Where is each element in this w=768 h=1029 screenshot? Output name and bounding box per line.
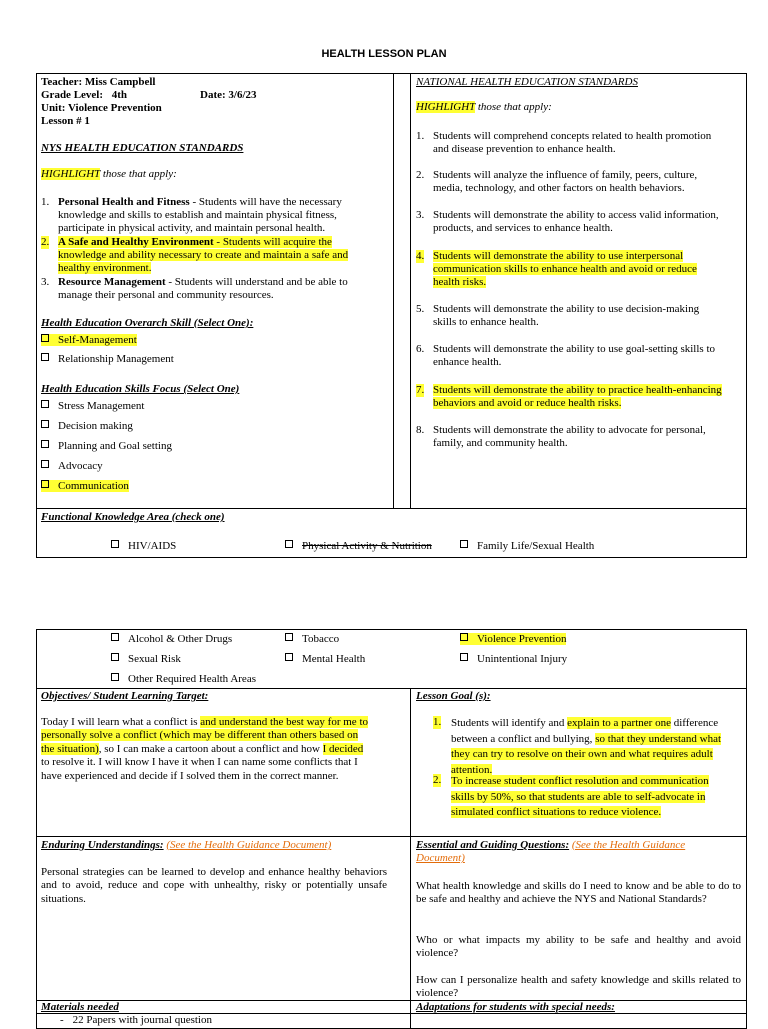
checkbox-icon[interactable] [41,440,49,448]
lesson-label: Lesson # [41,115,82,127]
nys-item-2-line-2: knowledge and ability necessary to create and maintain a safe and [58,249,349,261]
checkbox-icon[interactable] [111,633,119,641]
lesson-divider [410,688,411,1028]
nys-item-1-line-1: - Students will have the necessary [189,196,342,208]
functional-heading: Functional Knowledge Area (check one) [41,511,225,523]
national-item-4-num: 4. [416,250,425,262]
nys-highlight-rest: those that apply: [100,168,177,180]
unit-label: Unit: [41,102,66,114]
skills-option-decision-making[interactable] [41,420,133,433]
materials-item-label: 22 Papers with journal question [72,1014,212,1026]
nys-highlight-note [41,168,177,181]
nys-item-2 [58,236,348,275]
national-item-2 [433,169,697,195]
essential-heading [416,839,685,865]
teacher-label: Teacher: [41,76,83,88]
materials-item-1 [60,1014,212,1027]
grade-line [41,89,127,102]
nys-heading: NYS HEALTH EDUCATION STANDARDS [41,142,244,154]
area-option-sexual-risk[interactable] [111,653,181,666]
skills-option-advocacy[interactable] [41,460,103,473]
objectives-line-3c: I decided [322,742,364,755]
national-highlight-note [416,101,552,114]
national-item-4 [433,250,697,289]
grade-value: 4th [111,89,128,101]
goal-2-num: 2. [433,774,442,786]
national-item-6 [433,343,715,369]
checkbox-icon[interactable] [460,633,468,641]
national-item-1-line-2: and disease prevention to enhance health. [433,143,616,155]
goal-2-line-2: skills by 50%, so that students are able to self-advocate in [451,790,706,803]
national-item-8 [433,424,706,450]
functional-option-label: Physical Activity & Nutrition [302,540,432,552]
national-item-8-line-1: Students will demonstrate the ability to advocate for personal, [433,424,706,436]
nys-item-2-title: A Safe and Healthy Environment [58,236,214,248]
lesson-value: 1 [84,115,90,127]
skills-focus-heading: Health Education Skills Focus (Select One) [41,383,240,395]
overarch-option-self-management[interactable] [41,334,137,347]
skills-option-label: Decision making [58,420,133,432]
nys-highlight-word: HIGHLIGHT [41,168,101,180]
overarch-option-label: Self-Management [58,334,137,346]
essential-question-1: What health knowledge and skills do I need to know and be able to do to be safe and healthy and achieve the NYS and National Standards? [416,880,741,906]
national-item-6-line-1: Students will demonstrate the ability to use goal-setting skills to [433,343,715,355]
checkbox-icon[interactable] [111,673,119,681]
enduring-ref-link[interactable]: (See the Health Guidance Document) [166,839,332,851]
checkbox-icon[interactable] [285,653,293,661]
essential-question-3: How can I personalize health and safety knowledge and skills related to violence? [416,974,741,1000]
area-option-label: Tobacco [302,633,340,645]
checkbox-icon[interactable] [111,540,119,548]
national-item-8-num: 8. [416,424,425,436]
essential-title: Essential and Guiding Questions: [416,839,570,851]
skills-option-label: Advocacy [58,460,103,472]
teacher-line [41,76,155,89]
nys-item-3-line-2: manage their personal and community resources. [58,289,274,301]
area-option-unintentional-injury[interactable] [460,653,567,666]
unit-line [41,102,162,115]
functional-option-physical-activity[interactable] [285,540,432,553]
objectives-line-3a: the situation) [41,742,99,755]
date-line [200,89,257,102]
skills-option-label: Stress Management [58,400,145,412]
skills-option-label: Planning and Goal setting [58,440,172,452]
objectives-line-4: to resolve it. I will know I have it when I can name some conflicts that I [41,756,358,769]
objectives-line-5: have experienced and decide if I solved them in the correct manner. [41,769,339,782]
page-title: HEALTH LESSON PLAN [321,48,447,60]
nys-item-1-line-3: participate in physical activity, and maintain personal health. [58,222,326,234]
overarch-heading: Health Education Overarch Skill (Select One): [41,317,254,329]
checkbox-icon[interactable] [41,460,49,468]
national-item-6-line-2: enhance health. [433,356,502,368]
standards-divider [393,73,394,508]
functional-option-hiv[interactable] [111,540,176,553]
goal-1-line-3: they can try to resolve on their own and what requires adult [451,748,713,760]
national-item-7-line-1: Students will demonstrate the ability to practice health-enhancing [433,384,722,396]
area-option-label: Mental Health [302,653,366,665]
objectives-text [41,716,368,783]
goal-1-line-1a: Students will identify and [451,717,568,729]
area-option-alcohol[interactable] [111,633,232,646]
checkbox-icon[interactable] [460,540,468,548]
national-item-3-line-2: products, and services to enhance health. [433,222,613,234]
objectives-line-1a: Today I will learn what a conflict is [41,716,201,728]
lesson-table [36,629,747,1029]
area-option-label: Other Required Health Areas [128,673,256,685]
essential-ref-link-1[interactable]: (See the Health Guidance [571,839,686,851]
row-divider-1 [36,836,747,837]
goal-1-line-4: attention. [451,763,493,776]
nys-item-1 [58,196,342,235]
overarch-option-label: Relationship Management [58,353,174,365]
national-item-2-num: 2. [416,169,425,181]
national-highlight-rest: those that apply: [475,101,552,113]
objectives-line-1b: and understand the best way for me to [200,716,368,728]
standards-divider-2 [410,73,411,508]
adaptations-heading: Adaptations for students with special needs: [416,1001,615,1013]
areas-divider [36,688,747,689]
functional-divider [36,508,747,509]
goal-1-line-2a: between a conflict and bullying, [451,732,596,745]
national-item-2-line-1: Students will analyze the influence of family, peers, culture, [433,169,698,181]
national-item-3-line-1: Students will demonstrate the ability to access valid information, [433,209,719,221]
functional-option-label: Family Life/Sexual Health [477,540,595,552]
national-item-4-line-3: health risks. [433,276,487,288]
nys-item-2-line-1: - Students will acquire the [213,236,332,248]
checkbox-icon[interactable] [41,353,49,361]
skills-option-communication[interactable] [41,480,129,493]
checkbox-icon[interactable] [285,633,293,641]
objectives-heading: Objectives/ Student Learning Target: [41,690,209,702]
checkbox-icon[interactable] [285,540,293,548]
national-item-5-line-1: Students will demonstrate the ability to use decision-making [433,303,700,315]
nys-item-1-num: 1. [41,196,50,208]
area-option-violence-prevention[interactable] [460,633,566,646]
area-option-label: Sexual Risk [128,653,181,665]
nys-item-3 [58,276,348,302]
goal-1-num: 1. [433,716,442,728]
national-item-5-num: 5. [416,303,425,315]
nys-item-3-title: Resource Management [58,276,166,288]
functional-option-family-life[interactable] [460,540,594,553]
nys-item-1-line-2: knowledge and skills to establish and maintain physical fitness, [58,209,337,221]
area-option-mental-health[interactable] [285,653,365,666]
skills-option-planning[interactable] [41,440,172,453]
goal-1 [451,716,721,778]
functional-option-label: HIV/AIDS [128,540,177,552]
national-item-3-num: 3. [416,209,425,221]
area-option-label: Alcohol & Other Drugs [128,633,233,645]
goal-1-line-1b: explain to a partner one [567,717,671,729]
goal-2-line-3: simulated conflict situations to reduce violence. [451,806,662,818]
goal-2 [451,774,709,821]
lesson-line [41,115,90,128]
skills-option-label: Communication [58,480,129,492]
national-item-1 [433,130,711,156]
checkbox-icon[interactable] [460,653,468,661]
skills-option-stress-management[interactable] [41,400,144,413]
national-item-1-num: 1. [416,130,425,142]
date-value: 3/6/23 [228,89,257,101]
checkbox-icon[interactable] [41,334,49,342]
national-heading: NATIONAL HEALTH EDUCATION STANDARDS [416,76,638,88]
date-label: Date: [200,89,226,101]
nys-item-2-num: 2. [41,236,50,248]
enduring-heading [41,839,331,852]
goal-2-line-1: To increase student conflict resolution and communication [451,775,709,787]
nys-item-3-line-1: - Students will understand and be able to [165,276,348,288]
objectives-line-3b: , so I can make a cartoon about a conflict and how [98,742,323,755]
materials-heading: Materials needed [41,1001,119,1013]
unit-value: Violence Prevention [68,102,162,114]
checkbox-icon[interactable] [41,400,49,408]
national-highlight-word: HIGHLIGHT [416,101,476,113]
checkbox-icon[interactable] [41,420,49,428]
national-item-4-line-2: communication skills to enhance health and avoid or reduce [433,263,697,275]
bullet-dash-icon: - [60,1014,64,1026]
essential-question-2: Who or what impacts my ability to be safe and healthy and avoid violence? [416,934,741,960]
area-option-label: Violence Prevention [477,633,567,645]
objectives-line-2: personally solve a conflict (which may be different than others based on [41,729,359,742]
teacher-name: Miss Campbell [84,76,156,88]
area-option-tobacco[interactable] [285,633,339,646]
overarch-option-relationship-management[interactable] [41,353,174,366]
goal-1-line-2b: so that they understand what [595,732,722,745]
enduring-title: Enduring Understandings: [41,839,164,851]
grade-label: Grade Level: [41,89,104,101]
nys-item-2-line-3: healthy environment. [58,262,152,274]
checkbox-icon[interactable] [41,480,49,488]
area-option-other[interactable] [111,673,256,686]
nys-item-3-num: 3. [41,276,50,288]
checkbox-icon[interactable] [111,653,119,661]
national-item-7 [433,384,722,410]
goal-1-line-1c: difference [670,717,719,729]
essential-ref-link-2[interactable]: Document) [416,852,465,864]
national-item-7-line-2: behaviors and avoid or reduce health risks. [433,397,622,409]
enduring-text: Personal strategies can be learned to develop and enhance healthy behaviors and to avoid, reduce and cope with unhealthy, risky or potentially unsafe situations. [41,866,387,905]
national-item-8-line-2: family, and community health. [433,437,568,449]
national-item-2-line-2: media, technology, and other factors on health behaviors. [433,182,685,194]
national-item-4-line-1: Students will demonstrate the ability to use interpersonal [433,250,684,262]
area-option-label: Unintentional Injury [477,653,568,665]
national-item-6-num: 6. [416,343,425,355]
national-item-5 [433,303,699,329]
national-item-7-num: 7. [416,384,425,396]
national-item-5-line-2: skills to enhance health. [433,316,539,328]
nys-item-1-title: Personal Health and Fitness [58,196,190,208]
national-item-1-line-1: Students will comprehend concepts related to health promotion [433,130,712,142]
lesson-goal-heading: Lesson Goal (s): [416,690,491,702]
national-item-3 [433,209,719,235]
